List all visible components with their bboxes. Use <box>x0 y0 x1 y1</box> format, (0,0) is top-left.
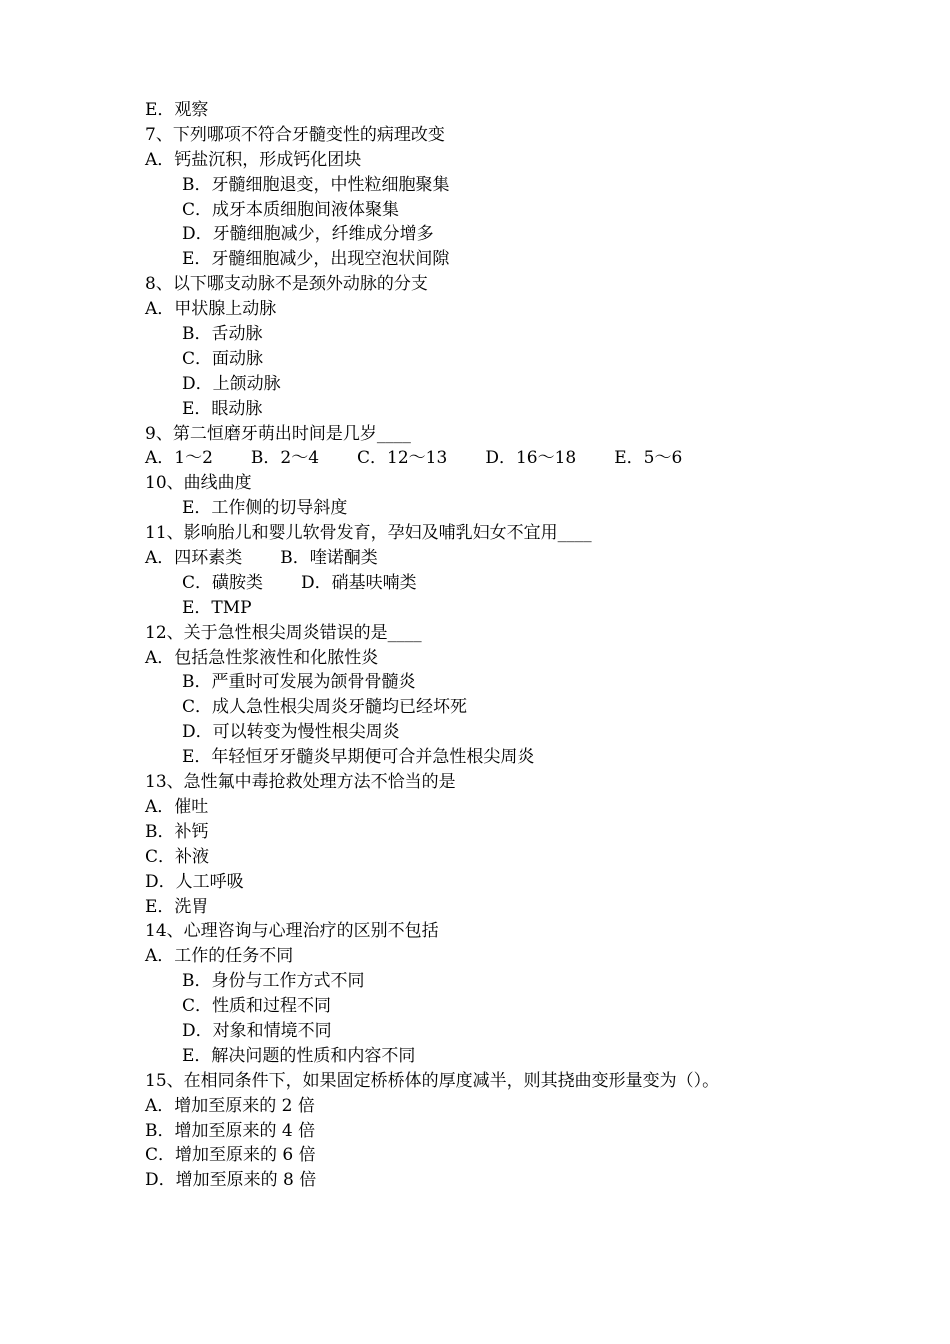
line-text: A．包括急性浆液性和化脓性炎 <box>145 647 379 668</box>
line-text: 10、曲线曲度 <box>145 473 252 494</box>
text-line <box>0 670 950 695</box>
text-line <box>0 820 950 845</box>
text-line <box>0 446 950 471</box>
line-text: B．增加至原来的 4 倍 <box>145 1120 316 1141</box>
line-text: E．年轻恒牙牙髓炎早期便可合并急性根尖周炎 <box>182 747 535 768</box>
inline-option: E．5～6 <box>614 448 683 469</box>
text-line <box>0 646 950 671</box>
line-text: B．舌动脉 <box>182 324 263 345</box>
text-line <box>0 621 950 646</box>
line-text: C．成人急性根尖周炎牙髓均已经坏死 <box>182 697 468 718</box>
document-body <box>0 98 950 1193</box>
text-line <box>0 123 950 148</box>
text-line <box>0 347 950 372</box>
text-line <box>0 297 950 322</box>
text-line <box>0 148 950 173</box>
text-line <box>0 546 950 571</box>
line-text: C．面动脉 <box>182 348 264 369</box>
line-text: A．工作的任务不同 <box>145 946 294 967</box>
text-line <box>0 695 950 720</box>
text-line <box>0 795 950 820</box>
line-text: 15、在相同条件下，如果固定桥桥体的厚度减半，则其挠曲变形量变为（）。 <box>145 1070 720 1091</box>
inline-option: D．16～18 <box>485 448 577 469</box>
line-text: C．补液 <box>145 846 210 867</box>
line-text: D．对象和情境不同 <box>182 1020 332 1041</box>
line-text: 12、关于急性根尖周炎错误的是____ <box>145 622 422 643</box>
inline-option: D．硝基呋喃类 <box>301 572 417 593</box>
text-line <box>0 1069 950 1094</box>
line-text: A．增加至原来的 2 倍 <box>145 1095 315 1116</box>
line-text: A．催吐 <box>145 796 209 817</box>
text-line <box>0 496 950 521</box>
inline-option: B．喹诺酮类 <box>280 548 378 569</box>
text-line <box>0 1019 950 1044</box>
line-text: A．甲状腺上动脉 <box>145 299 277 320</box>
text-line <box>0 222 950 247</box>
inline-option: A．1～2 <box>145 448 213 469</box>
text-line <box>0 770 950 795</box>
text-line <box>0 247 950 272</box>
text-line <box>0 596 950 621</box>
text-line <box>0 919 950 944</box>
line-text: D．可以转变为慢性根尖周炎 <box>182 722 400 743</box>
line-text: 8、以下哪支动脉不是颈外动脉的分支 <box>145 274 428 295</box>
inline-option: A．四环素类 <box>145 548 243 569</box>
text-line <box>0 198 950 223</box>
line-text: E．TMP <box>182 597 252 618</box>
line-text: 13、急性氟中毒抢救处理方法不恰当的是 <box>145 772 456 793</box>
text-line <box>0 98 950 123</box>
text-line <box>0 1044 950 1069</box>
text-line <box>0 1168 950 1193</box>
line-text: E．牙髓细胞减少，出现空泡状间隙 <box>182 249 450 270</box>
line-text: C．增加至原来的 6 倍 <box>145 1145 316 1166</box>
text-line <box>0 397 950 422</box>
line-text: A．钙盐沉积，形成钙化团块 <box>145 149 362 170</box>
text-line <box>0 720 950 745</box>
line-text: E．解决问题的性质和内容不同 <box>182 1045 416 1066</box>
text-line <box>0 845 950 870</box>
line-text: B．严重时可发展为颌骨骨髓炎 <box>182 672 416 693</box>
line-text: B．身份与工作方式不同 <box>182 971 365 992</box>
text-line <box>0 571 950 596</box>
line-text: 14、心理咨询与心理治疗的区别不包括 <box>145 921 439 942</box>
line-text: C．性质和过程不同 <box>182 996 332 1017</box>
text-line <box>0 173 950 198</box>
text-line <box>0 1094 950 1119</box>
text-line <box>0 422 950 447</box>
text-line <box>0 895 950 920</box>
text-line <box>0 521 950 546</box>
line-text: E．眼动脉 <box>182 398 263 419</box>
text-line <box>0 372 950 397</box>
line-text: B．牙髓细胞退变，中性粒细胞聚集 <box>182 174 450 195</box>
line-text: E．工作侧的切导斜度 <box>182 498 348 519</box>
line-text: D．人工呼吸 <box>145 871 244 892</box>
text-line <box>0 969 950 994</box>
line-text: 9、第二恒磨牙萌出时间是几岁____ <box>145 423 411 444</box>
line-text: E．观察 <box>145 100 209 120</box>
text-line <box>0 322 950 347</box>
line-text: B．补钙 <box>145 821 209 842</box>
line-text: D．上颌动脉 <box>182 373 281 394</box>
text-line <box>0 944 950 969</box>
text-line <box>0 1143 950 1168</box>
text-line <box>0 870 950 895</box>
text-line <box>0 745 950 770</box>
text-line <box>0 272 950 297</box>
text-line <box>0 994 950 1019</box>
inline-option: B．2～4 <box>250 448 320 469</box>
line-text: E．洗胃 <box>145 896 209 917</box>
line-text: D．牙髓细胞减少，纤维成分增多 <box>182 224 434 245</box>
text-line <box>0 1119 950 1144</box>
inline-option: C．磺胺类 <box>182 572 264 593</box>
line-text: C．成牙本质细胞间液体聚集 <box>182 199 400 220</box>
line-text: 7、下列哪项不符合牙髓变性的病理改变 <box>145 124 445 145</box>
text-line <box>0 471 950 496</box>
line-text: 11、影响胎儿和婴儿软骨发育，孕妇及哺乳妇女不宜用____ <box>145 523 592 544</box>
inline-option: C．12～13 <box>357 448 448 469</box>
line-text: D．增加至原来的 8 倍 <box>145 1170 317 1191</box>
